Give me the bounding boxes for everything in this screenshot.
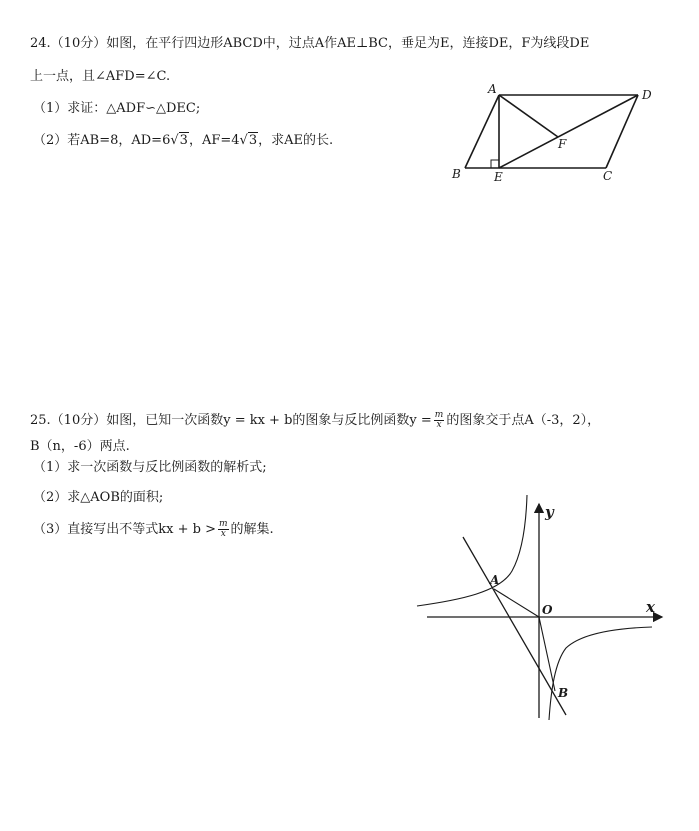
- label-a: A: [488, 82, 497, 96]
- q24-part2-radicand-1: 3: [179, 133, 188, 148]
- q24-header: 24.（10分）如图，在平行四边形ABCD中，过点A作AE⊥BC，垂足为E，连接DE，F为线段DE: [30, 36, 590, 51]
- q24-part2-suffix: ，求AE的长.: [258, 133, 334, 148]
- hyperbola-lower-right-branch: [549, 627, 652, 720]
- y-axis-label: y: [545, 503, 554, 521]
- q25-part1: （1）求一次函数与反比例函数的解析式;: [33, 460, 267, 475]
- q25-header-part-b: 的图象交于点A（-3，2），: [446, 413, 601, 428]
- q25-part3-prefix: （3）直接写出不等式kx + b >: [33, 522, 216, 537]
- origin-label: O: [542, 603, 553, 617]
- fraction-denominator: x: [220, 529, 226, 539]
- sqrt-symbol: √3: [239, 133, 258, 148]
- q24-part2-prefix: （2）若AB=8，AD=6: [33, 133, 171, 148]
- q24-part1: （1）求证：△ADF∽△DEC;: [33, 101, 201, 116]
- fraction-numerator: m: [218, 519, 228, 529]
- label-f: F: [558, 137, 567, 151]
- label-b: B: [452, 167, 461, 181]
- q24-part2-mid: ，AF=4: [188, 133, 240, 148]
- q24-part2-radicand-2: 3: [248, 133, 258, 148]
- fraction-numerator: m: [434, 410, 444, 420]
- q24-condition: 上一点，且∠AFD=∠C.: [30, 69, 171, 84]
- q25-part2: （2）求△AOB的面积;: [33, 490, 164, 505]
- q25-part3-suffix: 的解集.: [230, 522, 274, 537]
- q25-points: B（n，-6）两点.: [30, 439, 130, 454]
- segment-ob: [539, 617, 555, 691]
- x-axis-label: x: [646, 598, 655, 616]
- linear-function-line: [463, 537, 569, 715]
- label-e: E: [494, 170, 503, 184]
- sqrt-symbol: √3: [170, 133, 188, 148]
- label-d: D: [642, 88, 652, 102]
- point-b-label: B: [558, 686, 569, 700]
- hyperbola-upper-left-branch: [417, 495, 527, 606]
- point-a-label: A: [490, 573, 500, 587]
- fraction-denominator: x: [436, 420, 442, 430]
- q25-header-part-a: 25.（10分）如图，已知一次函数y = kx + b的图象与反比例函数y =: [30, 413, 432, 428]
- label-c: C: [603, 169, 613, 183]
